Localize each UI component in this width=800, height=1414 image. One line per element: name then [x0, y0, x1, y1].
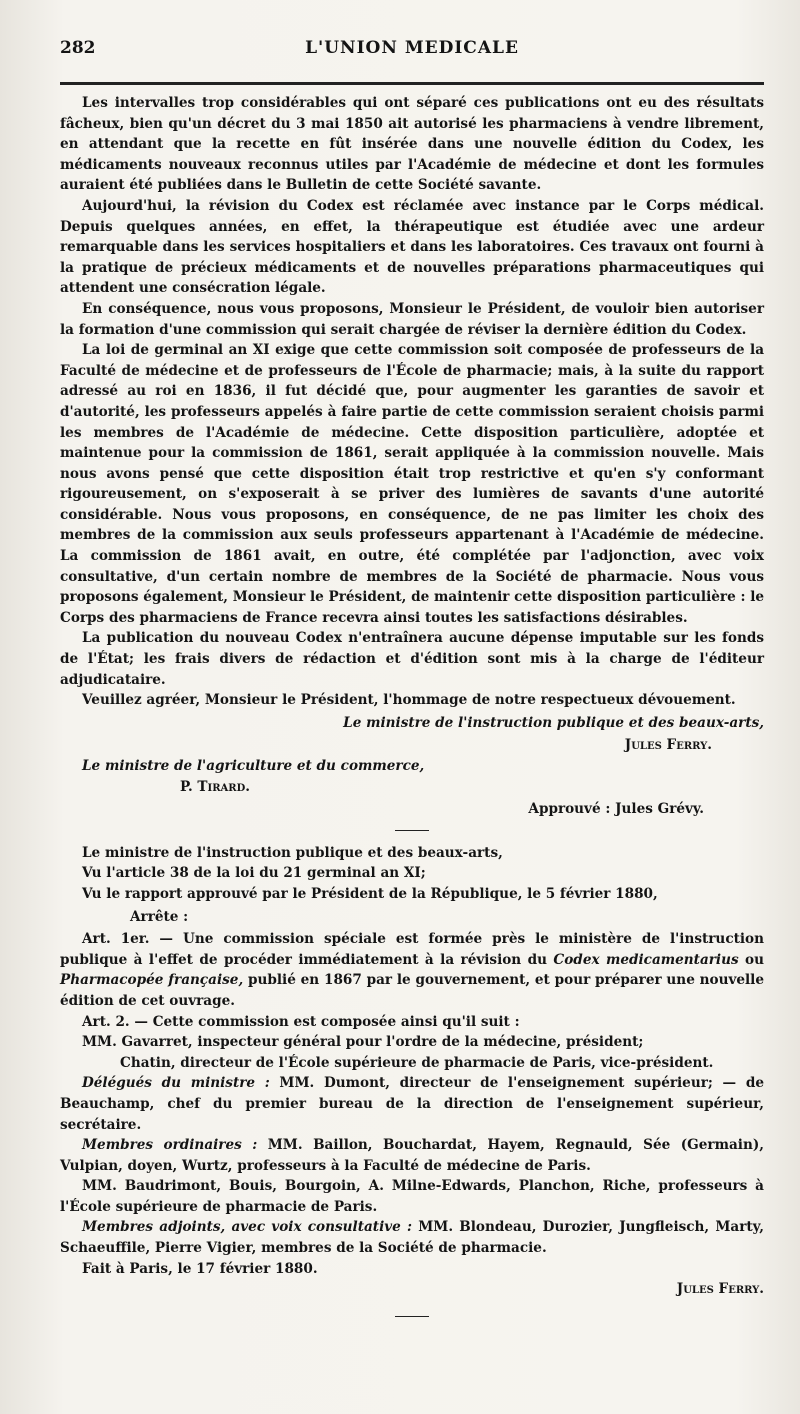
minister-agriculture-title: Le ministre de l'agriculture et du commerce, [82, 758, 425, 774]
adjoints-label: Membres adjoints, avec voix consultative : [82, 1219, 413, 1236]
decree-preamble-line: Le ministre de l'instruction publique et des beaux-arts, [82, 844, 503, 861]
decree-preamble-line: Vu le rapport approuvé par le Président de la République, le 5 février 1880, [82, 885, 658, 902]
page-header [60, 38, 764, 78]
article-2: Art. 2. — Cette commission est composée ainsi qu'il suit : [82, 1013, 520, 1030]
decree-preamble-line: Vu l'article 38 de la loi du 21 germinal an XI; [82, 865, 426, 882]
minister-agriculture-name: P. Tirard. [180, 778, 251, 795]
ordinaires-text: MM. Baillon, Bouchardat, Hayem, Regnauld, Sée (Germain), Vulpian, doyen, Wurtz, professeurs à la Faculté de médecine de Paris. [60, 1137, 764, 1174]
arrete-heading: Arrête : [130, 908, 189, 925]
article-1-text: ou [738, 951, 765, 968]
article-1-text: publié en 1867 par le gouvernement, et pour préparer une nouvelle édition de cet ouvrage. [60, 972, 764, 1009]
approval-line: Approuvé : Jules Grévy. [528, 801, 704, 818]
date-line: Fait à Paris, le 17 février 1880. [82, 1260, 318, 1277]
paragraph: La publication du nouveau Codex n'entraînera aucune dépense imputable sur les fonds de l'État; les frais divers de rédaction et d'édition sont mis à la charge de l'éditeur adjudicataire. [60, 630, 764, 688]
section-divider [395, 830, 429, 831]
pharmacie-members-line: MM. Baudrimont, Bouis, Bourgoin, A. Milne-Edwards, Planchon, Riche, professeurs à l'École supérieure de pharmacie de Paris. [60, 1178, 764, 1215]
paragraph: En conséquence, nous vous proposons, Monsieur le Président, de vouloir bien autoriser la formation d'une commission qui serait chargée de réviser la dernière édition du Codex. [60, 300, 764, 338]
paragraph: Veuillez agréer, Monsieur le Président, l'hommage de notre respectueux dévouement. [82, 692, 736, 709]
minister-instruction-title: Le ministre de l'instruction publique et des beaux-arts, [343, 714, 764, 731]
running-head: L'UNION MEDICALE [305, 38, 519, 58]
header-rule [60, 82, 764, 85]
paragraph: Aujourd'hui, la révision du Codex est réclamée avec instance par le Corps médical. Depuis quelques années, en effet, la thérapeutique est étudiée avec une ardeur remarquable dans les services hospitaliers et dans les laboratoires. Ces travaux ont fourni à la pratique de précieux médicaments et de nouvelles préparations pharmaceutiques qui attendent une consécration légale. [60, 197, 764, 297]
president-line: MM. Gavarret, inspecteur général pour l'ordre de la médecine, président; [82, 1034, 644, 1051]
delegues-label: Délégués du ministre : [82, 1075, 270, 1092]
article-1-label: Art. 1er. [82, 931, 150, 948]
final-signature: Jules Ferry. [676, 1281, 764, 1298]
vice-president-line: Chatin, directeur de l'École supérieure de pharmacie de Paris, vice-président. [120, 1054, 714, 1071]
paragraph: La loi de germinal an XI exige que cette commission soit composée de professeurs de la Faculté de médecine et de professeurs de l'École de pharmacie; mais, à la suite du rapport adressé au roi en 1836, il fut décidé que, pour augmenter les garanties de savoir et d'autorité, les professeurs appelés à faire partie de cette commission seraient choisis parmi les membres de l'Académie de médecine. Cette disposition particulière, adoptée et maintenue pour la commission de 1861, serait appliquée à la commission nouvelle. Mais nous avons pensé que cette disposition était trop restrictive et qu'en s'y conformant rigoureusement, on s'exposerait à se priver des lumières de savants d'une autorité considérable. Nous vous proposons, en conséquence, de ne pas limiter les choix des membres de la commission aux seuls professeurs appartenant à l'Académie de médecine. La commission de 1861 avait, en outre, été complétée par l'adjonction, avec voix consultative, d'un certain nombre de membres de la Société de pharmacie. Nous vous proposons également, Monsieur le Président, de maintenir cette disposition particulière : le Corps des pharmaciens de France recevra ainsi toutes les satisfactions désirables. [60, 342, 765, 626]
ordinaires-line [60, 1135, 764, 1176]
article-body [60, 93, 764, 1317]
article-1-text: — Une commission spéciale est formée près le ministère de l'instruction publique à l'effet de procéder immédiatement à la révision du [60, 931, 764, 968]
article-1 [60, 929, 764, 1011]
paragraph: Les intervalles trop considérables qui ont séparé ces publications ont eu des résultats fâcheux, bien qu'un décret du 3 mai 1850 ait autorisé les pharmaciens à vendre librement, en attendant que la recette en fût insérée dans une nouvelle édition du Codex, les médicaments nouveaux reconnus utiles par l'Académie de médecine et dont les formules auraient été publiées dans le Bulletin de cette Société savante. [60, 95, 764, 194]
delegues-line [60, 1073, 764, 1135]
adjoints-text: MM. Blondeau, Durozier, Jungfleisch, Marty, Schaeuffile, Pierre Vigier, membres de la Société de pharmacie. [60, 1219, 764, 1257]
codex-title: Codex medicamentarius [553, 951, 739, 968]
end-divider [395, 1316, 429, 1317]
minister-instruction-name: Jules Ferry. [624, 737, 712, 754]
ordinaires-label: Membres ordinaires : [82, 1137, 258, 1154]
page-number: 282 [60, 38, 96, 58]
pharmacopee-title: Pharmacopée française, [60, 972, 244, 989]
adjoints-line [60, 1217, 764, 1258]
delegues-text: MM. Dumont, directeur de l'enseignement supérieur; — de Beauchamp, chef du premier bureau de la direction de l'enseignement supérieur, secrétaire. [60, 1075, 764, 1133]
